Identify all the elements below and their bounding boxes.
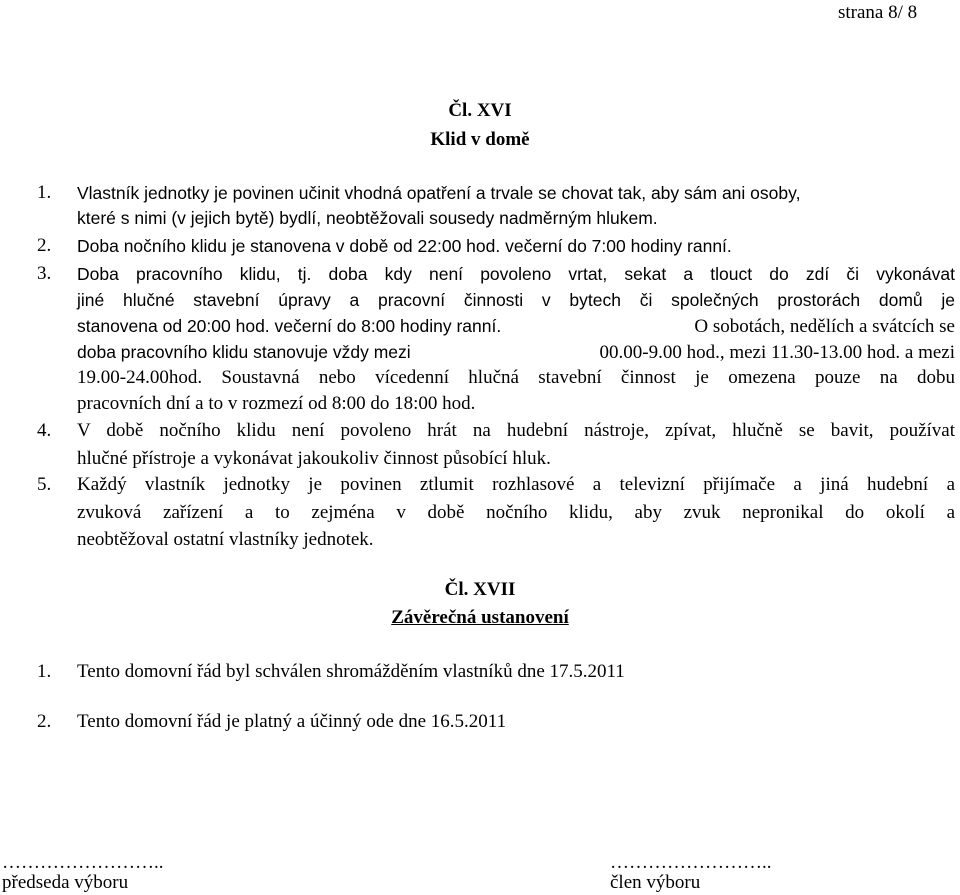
item-3-line-6: pracovních dní a to v rozmezí od 8:00 do 18:00 hod. (77, 393, 476, 414)
validity-statement: Tento domovní řád je platný a účinný ode dne 16.5.2011 (77, 711, 507, 732)
item-number: 5. (37, 474, 52, 495)
item-number: 1. (37, 182, 52, 203)
signature-label-chair: předseda výboru (2, 872, 129, 893)
article-16-heading: Čl. XVI (448, 100, 512, 121)
signature-line-member: …………………….. (610, 852, 772, 873)
item-1-line-2: které s nimi (v jejich bytě) bydlí, neobtěžovali sousedy nadměrným hlukem. (77, 208, 658, 228)
item-number: 4. (37, 420, 52, 441)
item-3-line-5: 19.00-24.00hod. Soustavná nebo vícedenní hlučná stavební činnost je omezena pouze na dobu (77, 367, 955, 388)
item-number: 3. (37, 263, 52, 284)
item-4-line-2: hlučné přístroje a vykonávat jakoukoliv činnost působící hluk. (77, 448, 551, 469)
article-17-title: Závěrečná ustanovení (391, 607, 569, 628)
page-number: strana 8/ 8 (838, 2, 918, 23)
signature-label-member: člen výboru (610, 872, 701, 893)
approval-statement: Tento domovní řád byl schválen shromážděním vlastníků dne 17.5.2011 (77, 661, 625, 682)
item-5-line-1: Každý vlastník jednotky je povinen ztlumit rozhlasové a televizní přijímače a jiná hudební a (77, 474, 955, 495)
item-4-line-1: V době nočního klidu není povoleno hrát na hudební nástroje, zpívat, hlučně se bavit, používat (77, 420, 955, 441)
item-number: 1. (37, 661, 52, 682)
item-3-line-3: stanovena od 20:00 hod. večerní do 8:00 hodiny ranní. O sobotách, nedělích a svátcích se (77, 316, 955, 337)
item-2-line-1: Doba nočního klidu je stanovena v době od 22:00 hod. večerní do 7:00 hodiny ranní. (77, 236, 732, 256)
item-5-line-3: neobtěžoval ostatní vlastníky jednotek. (77, 529, 374, 550)
article-16-title: Klid v domě (430, 129, 530, 150)
article-17-heading: Čl. XVII (444, 579, 516, 600)
signature-line-chair: …………………….. (2, 852, 164, 873)
item-3-line-2: jiné hlučné stavební úpravy a pracovní činnosti v bytech či společných prostorách domů je (77, 290, 955, 310)
item-number: 2. (37, 235, 52, 256)
item-5-line-2: zvuková zařízení a to zejména v době nočního klidu, aby zvuk nepronikal do okolí a (77, 502, 955, 523)
item-1-line-1: Vlastník jednotky je povinen učinit vhodná opatření a trvale se chovat tak, aby sám ani osoby, (77, 183, 801, 203)
item-3-line-4: doba pracovního klidu stanovuje vždy mezi 00.00-9.00 hod., mezi 11.30-13.00 hod. a mezi (77, 342, 955, 363)
item-number: 2. (37, 711, 52, 732)
item-3-line-1: Doba pracovního klidu, tj. doba kdy není povoleno vrtat, sekat a tlouct do zdí či vykonávat (77, 264, 955, 284)
